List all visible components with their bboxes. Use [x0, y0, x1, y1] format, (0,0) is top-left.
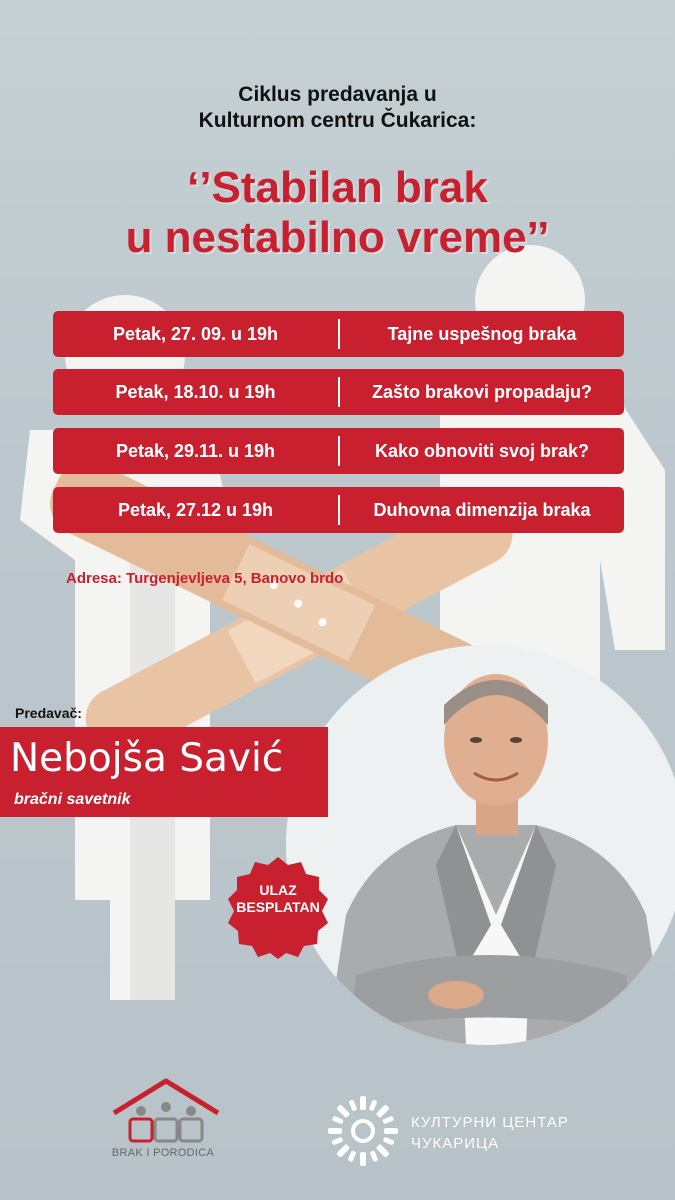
kulturni-centar-logo-icon: [326, 1094, 400, 1168]
subtitle-line-1: Ciklus predavanja u: [238, 83, 437, 106]
badge-line-1: ULAZ: [259, 882, 297, 898]
logo-right-line-2: ЧУКАРИЦА: [411, 1135, 500, 1152]
kulturni-centar-logo-text: [411, 1112, 569, 1154]
lecturer-label: Predavač:: [15, 705, 82, 721]
schedule-topic: Zašto brakovi propadaju?: [371, 382, 593, 402]
event-title: [0, 163, 675, 263]
venue-address: Adresa: Turgenjevljeva 5, Banovo brdo: [66, 570, 344, 587]
schedule-topic: Kako obnoviti svoj brak?: [374, 441, 590, 461]
lecturer-name: Nebojša Savić: [10, 736, 284, 781]
brak-i-porodica-logo-text: BRAK I PORODICA: [111, 1147, 215, 1159]
schedule-date: Petak, 27. 09. u 19h: [112, 324, 279, 344]
logo-right-line-1: КУЛТУРНИ ЦЕНТАР: [411, 1114, 569, 1131]
schedule-row: [53, 311, 624, 357]
schedule-date: Petak, 18.10. u 19h: [115, 382, 276, 402]
schedule-date: Petak, 27.12 u 19h: [117, 500, 274, 520]
schedule-date: Petak, 29.11. u 19h: [115, 441, 276, 461]
schedule-row: [53, 369, 624, 415]
schedule-topic: Tajne uspešnog braka: [387, 324, 577, 344]
title-line-1: ‘’Stabilan brak: [187, 163, 488, 212]
event-subtitle: [0, 82, 675, 134]
lecturer-photo: [286, 645, 675, 1045]
badge-line-2: BESPLATAN: [236, 899, 320, 915]
schedule-topic: Duhovna dimenzija braka: [373, 500, 591, 520]
schedule-row: [53, 487, 624, 533]
lecturer-portrait-illustration: [286, 645, 675, 1045]
subtitle-line-2: Kulturnom centru Čukarica:: [198, 109, 477, 132]
title-line-2: u nestabilno vreme’’: [125, 213, 550, 262]
schedule-row: [53, 428, 624, 474]
free-entry-badge-text: [226, 882, 330, 916]
lecturer-role: bračni savetnik: [14, 791, 131, 808]
